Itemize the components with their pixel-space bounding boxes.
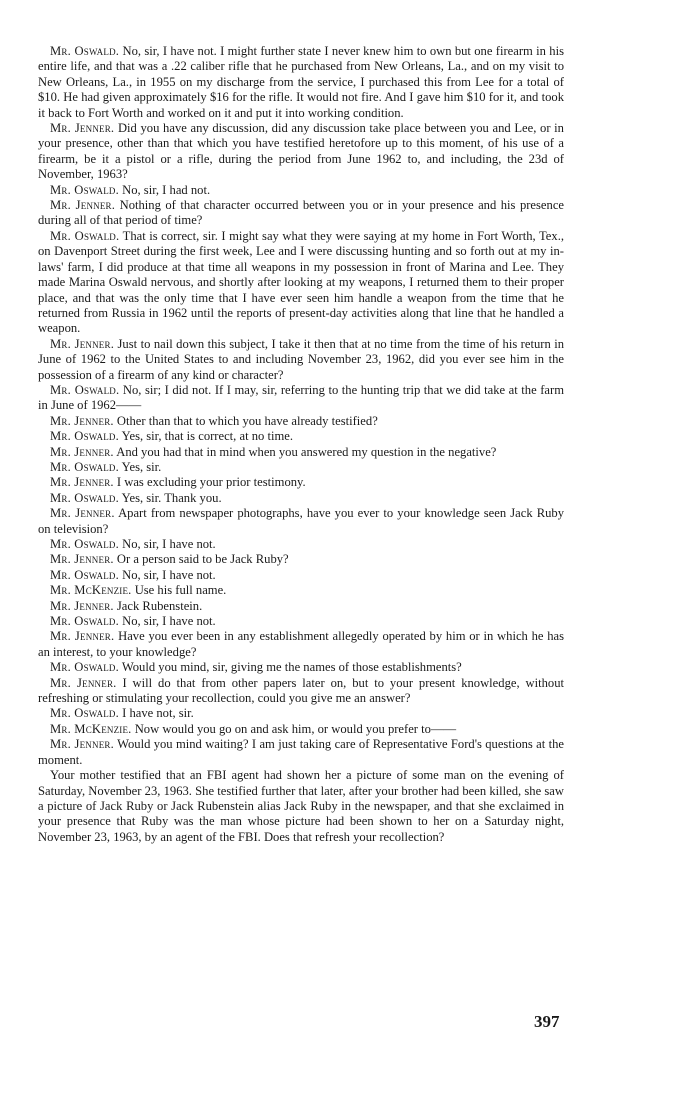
paragraph-text: Nothing of that character occurred between you or in your presence and his presence during all of that period of time? [38,198,564,228]
paragraph-text: No, sir; I did not. If I may, sir, referring to the hunting trip that we did take at the farm in June of 1962—— [38,382,564,413]
paragraph-text: No, sir, I have not. [122,537,216,551]
transcript-paragraph [38,568,564,583]
paragraph-text: I have not, sir. [122,706,194,721]
paragraph-text: Would you mind waiting? I am just taking care of Representative Ford's questions at the moment. [38,737,565,767]
transcript-paragraph [38,198,564,229]
speaker-label: Mr. Oswald. [50,429,119,444]
paragraph-text: Yes, sir. Thank you. [121,490,222,505]
transcript-paragraph [38,737,564,768]
speaker-label: Mr. Jenner. [50,737,114,752]
transcript-paragraph [38,706,564,721]
transcript-paragraph [38,583,564,598]
speaker-label: Mr. Jenner. [50,475,114,490]
paragraph-text: Other than that to which you have already testified? [116,413,378,428]
transcript-paragraph [38,537,564,552]
transcript-paragraph [38,475,564,490]
speaker-label: Mr. Oswald. [50,490,119,505]
transcript-paragraph [38,229,564,337]
transcript-paragraph [38,445,564,460]
paragraph-text: I will do that from other papers later on, but to your present knowledge, without refreshing or stimulating your recollection, could you give me an answer? [38,675,564,706]
speaker-label: Mr. Oswald. [50,706,119,721]
transcript-paragraph [38,491,564,506]
speaker-label: Mr. Jenner. [50,336,115,351]
speaker-label: Mr. Oswald. [50,182,119,197]
paragraph-text: Or a person said to be Jack Ruby? [116,552,289,567]
transcript-paragraph [38,629,564,660]
paragraph-text: No, sir, I have not. [122,614,216,629]
transcript-paragraph [38,429,564,444]
transcript-paragraph [38,552,564,567]
transcript-paragraph [38,676,564,707]
transcript-paragraph [38,414,564,429]
speaker-label: Mr. Jenner. [50,413,114,428]
paragraph-text: Would you mind, sir, giving me the names of those establishments? [121,660,462,675]
speaker-label: Mr. McKenzie. [50,721,132,736]
transcript-paragraph [38,660,564,675]
paragraph-text: Have you ever been in any establishment allegedly operated by him or in which he has an interest, to your knowledge? [38,629,565,659]
paragraph-text: No, sir, I have not. I might further state I never knew him to own but one firearm in his entire life, and that was a .22 caliber rifle that he purchased from New Orleans, La., and on my visit to New Orleans, La., in 1955 on my discharge from the service, I purchased this from Lee for a total of $10. He had given approximately $16 for the rifle. It would not fire. And I gave him $10 for it, and took it back to Fort Worth and worked on it and put it into working condition. [38,44,564,120]
page-number: 397 [534,1012,560,1031]
transcript-paragraph [38,722,564,737]
paragraph-text: And you had that in mind when you answered my question in the negative? [116,444,497,459]
speaker-label: Mr. Oswald. [50,614,119,629]
transcript-paragraph [38,44,564,121]
transcript-paragraph [38,337,564,383]
paragraph-text: That is correct, sir. I might say what they were saying at my home in Fort Worth, Tex., on Davenport Street during the first week, Lee and I were discussing hunting and so forth out at my in-laws' farm, I did produce at that time all weapons in my possession in front of Marina and Lee. They made Marina Oswald nervous, and shortly after looking at my weapons, I returned them to their proper place, and that was the only time that I have ever seen him handle a weapon from the time that he returned from Russia in 1962 until the reports of present-day activities along that line that he handled a weapon. [38,228,564,336]
paragraph-text: Just to nail down this subject, I take it then that at no time from the time of his return in June of 1962 to the United States to and including November 23, 1962, did you ever see him in the possession of a firearm of any kind or character? [38,336,565,382]
paragraph-text: I was excluding your prior testimony. [116,475,306,490]
speaker-label: Mr. Jenner. [50,629,115,644]
transcript-paragraph [38,121,564,183]
speaker-label: Mr. Jenner. [50,121,115,136]
paragraph-text: No, sir, I had not. [122,182,211,197]
paragraph-text: Yes, sir, that is correct, at no time. [121,429,293,444]
transcript-paragraph [38,183,564,198]
speaker-label: Mr. Jenner. [50,598,114,613]
speaker-label: Mr. Jenner. [50,552,114,567]
paragraph-text: Now would you go on and ask him, or would you prefer to—— [134,721,457,736]
paragraph-text: Use his full name. [134,583,227,598]
transcript-paragraph [38,614,564,629]
paragraph-text: Your mother testified that an FBI agent had shown her a picture of some man on the evening of Saturday, November 23, 1963. She testified further that later, after your brother had been killed, she saw a picture of Jack Ruby or Jack Rubenstein alias Jack Ruby in the newspaper, and that she exclaimed in your presence that Ruby was the man whose picture had been shown to her on a Saturday night, November 23, 1963, by an agent of the FBI. Does that refresh your recollection? [38,768,564,844]
transcript-paragraph [38,383,564,414]
speaker-label: Mr. Oswald. [50,44,120,58]
paragraph-text: Jack Rubenstein. [116,598,203,613]
transcript-paragraph [38,768,564,845]
paragraph-text: Yes, sir. [121,459,162,474]
transcript-page [38,44,564,845]
speaker-label: Mr. Oswald. [50,382,120,397]
speaker-label: Mr. Jenner. [50,506,115,521]
paragraph-text: Did you have any discussion, did any discussion take place between you and Lee, or in your presence, other than that which you have testified heretofore up to this moment, of his use of a firearm, be it a pistol or a rifle, during the period from June 1962 to, and including, the 23d of November, 1963? [38,121,564,182]
speaker-label: Mr. Oswald. [50,567,119,582]
speaker-label: Mr. McKenzie. [50,583,132,598]
transcript-paragraph [38,460,564,475]
speaker-label: Mr. Oswald. [50,537,119,551]
speaker-label: Mr. Jenner. [50,675,117,690]
transcript-paragraph [38,506,564,537]
speaker-label: Mr. Oswald. [50,459,119,474]
paragraph-text: Apart from newspaper photographs, have you ever to your knowledge seen Jack Ruby on television? [38,506,564,536]
speaker-label: Mr. Jenner. [50,444,114,459]
speaker-label: Mr. Jenner. [50,198,116,213]
speaker-label: Mr. Oswald. [50,660,119,675]
paragraph-text: No, sir, I have not. [122,567,216,582]
transcript-paragraph [38,599,564,614]
speaker-label: Mr. Oswald. [50,228,120,243]
